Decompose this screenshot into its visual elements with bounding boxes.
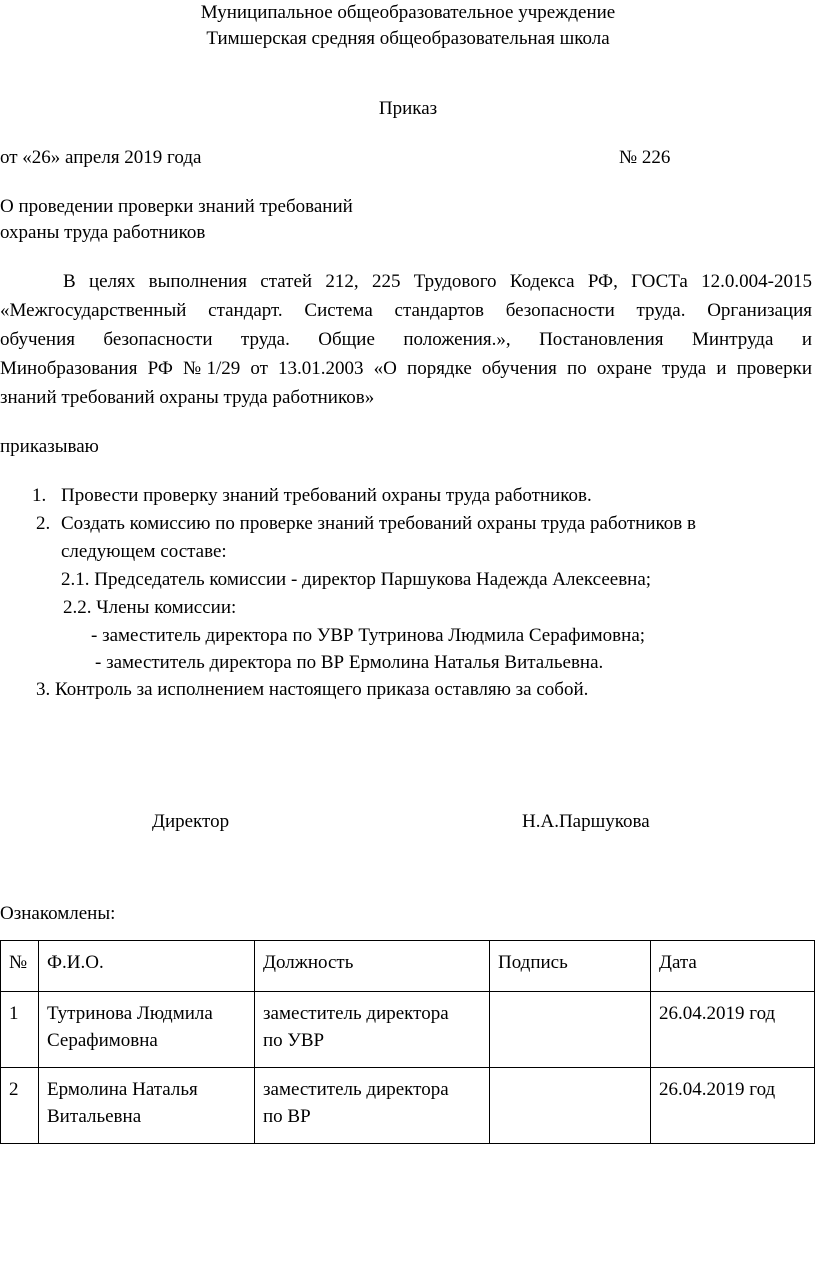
item-2-1: 2.1. Председатель комиссии - директор Паршукова Надежда Алексеевна; <box>61 569 652 590</box>
table-row <box>1 992 815 1068</box>
item-1-text: Провести проверку знаний требований охраны труда работников. <box>61 485 592 506</box>
row-signature <box>490 992 651 1068</box>
row-position-line1: заместитель директора <box>263 1003 449 1024</box>
row-number: 2 <box>1 1068 39 1144</box>
table-header-row <box>1 941 815 992</box>
commission-member-1: - заместитель директора по УВР Тутринова Людмила Серафимовна; <box>91 625 646 646</box>
preamble-line2: «Межгосударственный стандарт. Система стандартов безопасности труда. Организация <box>0 300 812 321</box>
row-full-name-line2: Витальевна <box>47 1106 142 1127</box>
row-date: 26.04.2019 год <box>651 992 815 1068</box>
row-position-line2: по ВР <box>263 1106 311 1127</box>
signature-position: Директор <box>152 811 230 832</box>
row-full-name-line1: Тутринова Людмила <box>47 1003 213 1024</box>
preamble-line4: Минобразования РФ №1/29 от 13.01.2003 «О порядке обучения по охране труда и проверки <box>0 358 812 379</box>
row-number: 1 <box>1 992 39 1068</box>
commission-member-2: - заместитель директора по ВР Ермолина Наталья Витальевна. <box>95 652 604 673</box>
org-name-line1: Муниципальное общеобразовательное учреждение <box>200 2 616 23</box>
item-2-number: 2. <box>36 513 51 534</box>
table-header-cell: Дата <box>651 941 815 992</box>
row-date: 26.04.2019 год <box>651 1068 815 1144</box>
row-position <box>255 992 490 1068</box>
preamble-line3: обучения безопасности труда. Общие положения.», Постановления Минтруда и <box>0 329 812 350</box>
item-1-number: 1. <box>32 485 47 506</box>
item-2-text-line2: следующем составе: <box>61 541 227 562</box>
table-header-cell: Подпись <box>490 941 651 992</box>
row-full-name-line2: Серафимовна <box>47 1030 158 1051</box>
row-position-line1: заместитель директора <box>263 1079 449 1100</box>
signature-name: Н.А.Паршукова <box>522 811 650 832</box>
order-date: от «26» апреля 2019 года <box>0 147 202 168</box>
row-full-name <box>39 992 255 1068</box>
preamble-line1: В целях выполнения статей 212, 225 Трудового Кодекса РФ, ГОСТа 12.0.004-2015 <box>63 271 812 292</box>
acknowledgement-table <box>0 940 815 1144</box>
row-position <box>255 1068 490 1144</box>
item-2-text-line1: Создать комиссию по проверке знаний требований охраны труда работников в <box>61 513 696 534</box>
row-full-name-line1: Ермолина Наталья <box>47 1079 198 1100</box>
table-header-cell: Должность <box>255 941 490 992</box>
doc-title: Приказ <box>378 98 438 119</box>
row-signature <box>490 1068 651 1144</box>
preamble-line5: знаний требований охраны труда работников» <box>0 387 375 408</box>
order-number: № 226 <box>619 147 671 168</box>
org-name-line2: Тимшерская средняя общеобразовательная школа <box>206 28 610 49</box>
table-header-cell: Ф.И.О. <box>39 941 255 992</box>
row-position-line2: по УВР <box>263 1030 325 1051</box>
acknowledged-label: Ознакомлены: <box>0 903 116 924</box>
order-subject-line2: охраны труда работников <box>0 222 206 243</box>
row-full-name <box>39 1068 255 1144</box>
table-header-cell: № <box>1 941 39 992</box>
order-word: приказываю <box>0 436 99 457</box>
order-subject-line1: О проведении проверки знаний требований <box>0 196 353 217</box>
item-3: 3. Контроль за исполнением настоящего приказа оставляю за собой. <box>36 679 589 700</box>
table-row <box>1 1068 815 1144</box>
item-2-2: 2.2. Члены комиссии: <box>63 597 237 618</box>
